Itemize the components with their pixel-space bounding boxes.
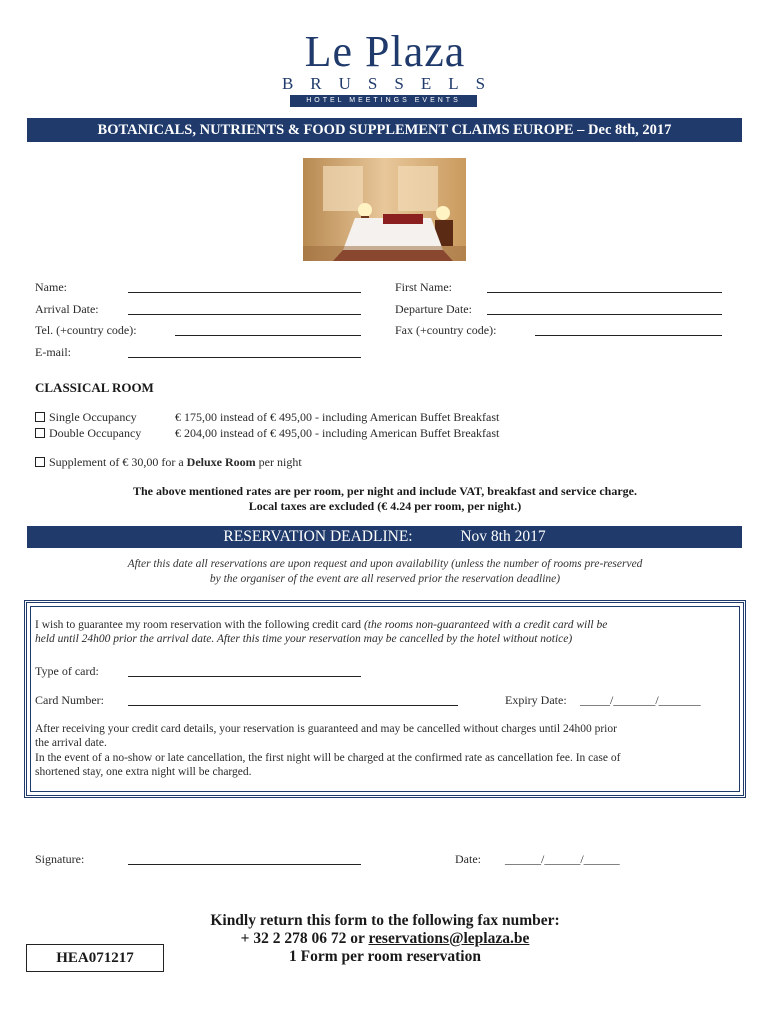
supplement-text-bold: Deluxe Room (186, 455, 256, 469)
deadline-note-line1: After this date all reservations are upon request and upon availability (unless the number of rooms pre-reserved (127, 558, 643, 570)
rates-note-line1: The above mentioned rates are per room, per night and include VAT, breakfast and service charge. (133, 484, 637, 498)
deluxe-supplement-option[interactable] (35, 455, 302, 470)
card-number-field[interactable] (128, 705, 458, 706)
signature-date-field[interactable]: ______/______/______ (505, 852, 620, 866)
arrival-date-field[interactable] (128, 314, 361, 315)
reservations-email-link[interactable]: reservations@leplaza.be (368, 930, 530, 947)
deadline-banner (27, 526, 742, 548)
signature-label: Signature: (35, 852, 85, 866)
single-occupancy-option[interactable] (35, 410, 137, 425)
supplement-text-pre: Supplement of € 30,00 for a (49, 455, 187, 469)
double-occupancy-option[interactable] (35, 426, 141, 441)
hotel-room-photo (303, 158, 466, 261)
departure-date-field[interactable] (487, 314, 722, 315)
single-occupancy-checkbox[interactable] (35, 412, 45, 422)
fax-label: Fax (+country code): (395, 323, 497, 337)
fax-field[interactable] (535, 335, 722, 336)
card-terms-line4: shortened stay, one extra night will be charged. (35, 766, 252, 778)
supplement-text-post: per night (255, 455, 302, 469)
hotel-logo-tagline: HOTEL MEETINGS EVENTS (290, 95, 477, 107)
event-banner (27, 118, 742, 142)
deadline-date: Nov 8th 2017 (460, 528, 546, 545)
double-occupancy-checkbox[interactable] (35, 428, 45, 438)
double-occupancy-rate: € 204,00 instead of € 495,00 - including American Buffet Breakfast (175, 426, 500, 440)
expiry-date-field[interactable]: _____/_______/_______ (580, 693, 701, 707)
card-type-field[interactable] (128, 676, 361, 677)
return-instruction: Kindly return this form to the following fax number: (210, 912, 560, 929)
first-name-label: First Name: (395, 280, 452, 294)
card-number-label: Card Number: (35, 693, 104, 707)
card-intro-text: I wish to guarantee my room reservation with the following credit card (35, 619, 364, 631)
hotel-logo-subtitle: BRUSSELS (281, 74, 503, 93)
room-type-heading: CLASSICAL ROOM (35, 380, 154, 395)
hotel-logo-title: Le Plaza (304, 27, 466, 76)
expiry-date-label: Expiry Date: (505, 693, 567, 707)
name-label: Name: (35, 280, 67, 294)
name-field[interactable] (128, 292, 361, 293)
departure-date-label: Departure Date: (395, 302, 472, 316)
card-terms-line2: the arrival date. (35, 737, 107, 749)
first-name-field[interactable] (487, 292, 722, 293)
card-intro-line1 (35, 619, 607, 631)
single-occupancy-label: Single Occupancy (49, 410, 137, 424)
deadline-note-line2: by the organiser of the event are all reserved prior the reservation deadline) (209, 573, 561, 585)
tel-field[interactable] (175, 335, 361, 336)
double-occupancy-label: Double Occupancy (49, 426, 142, 440)
rates-note-line2: Local taxes are excluded (€ 4.24 per room, per night.) (248, 499, 522, 513)
signature-field[interactable] (128, 864, 361, 865)
reference-code-box (26, 944, 164, 972)
deadline-label: RESERVATION DEADLINE: (223, 528, 413, 545)
return-fax-number: + 32 2 278 06 72 or (240, 930, 369, 947)
card-intro-italic-2: held until 24h00 prior the arrival date. After this time your reservation may be cancelled by the hotel without notice) (35, 633, 573, 645)
arrival-date-label: Arrival Date: (35, 302, 99, 316)
form-per-room-note: 1 Form per room reservation (289, 948, 481, 965)
email-label: E-mail: (35, 345, 71, 359)
email-field[interactable] (128, 357, 361, 358)
deluxe-supplement-checkbox[interactable] (35, 457, 45, 467)
card-terms-line1: After receiving your credit card details, your reservation is guaranteed and may be cancelled without charges until 24h00 prior (35, 723, 617, 735)
reference-code: HEA071217 (56, 950, 134, 966)
tel-label: Tel. (+country code): (35, 323, 137, 337)
single-occupancy-rate: € 175,00 instead of € 495,00 - including American Buffet Breakfast (175, 410, 500, 424)
card-type-label: Type of card: (35, 664, 99, 678)
card-intro-italic-1: (the rooms non-guaranteed with a credit card will be (363, 619, 608, 631)
signature-date-label: Date: (455, 852, 481, 866)
event-banner-text: BOTANICALS, NUTRIENTS & FOOD SUPPLEMENT CLAIMS EUROPE – Dec 8th, 2017 (97, 122, 672, 138)
card-terms-line3: In the event of a no-show or late cancellation, the first night will be charged at the confirmed rate as cancellation fee. In case of (35, 752, 621, 764)
